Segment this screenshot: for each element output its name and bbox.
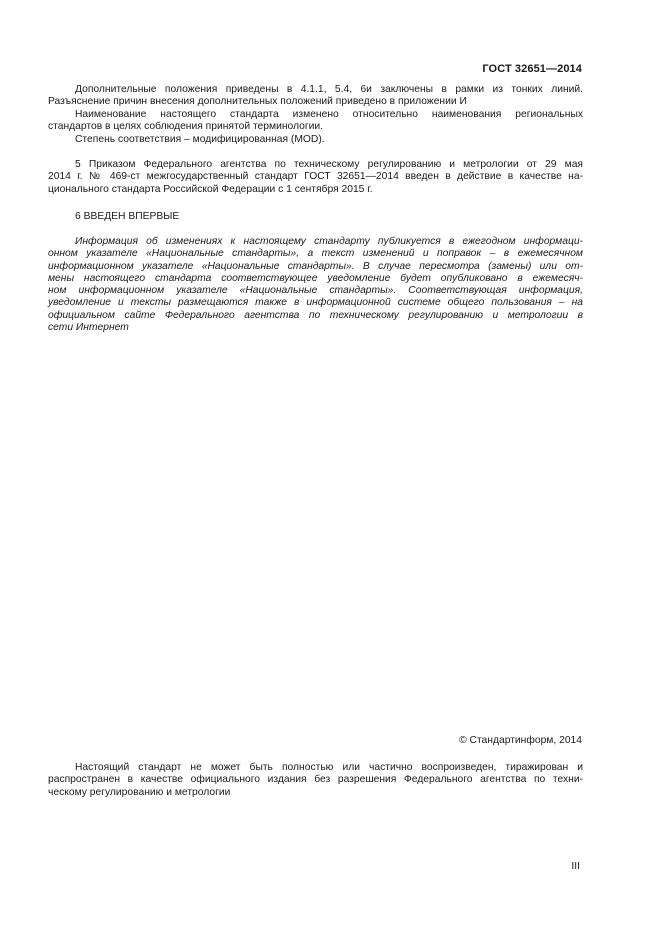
- standard-code-header: ГОСТ 32651—2014: [482, 63, 582, 75]
- text-line: 5 Приказом Федерального агентства по техническому регулированию и метрологии от 29 мая: [75, 159, 583, 170]
- text-line: распространен в качестве официального издания без разрешения Федерального агентства по техни-: [48, 774, 583, 786]
- copyright-notice: © Стандартинформ, 2014: [459, 735, 582, 746]
- text-line: 6 ВВЕДЕН ВПЕРВЫЕ: [75, 211, 180, 222]
- item-5-paragraph: [48, 159, 583, 196]
- text-line: Дополнительные положения приведены в 4.1.1, 5.4, 6и заключены в рамки из тонких линий.: [75, 84, 583, 95]
- text-line: сети Интернет: [48, 322, 129, 334]
- conformity-degree-paragraph: [75, 134, 583, 146]
- naming-note-paragraph: [48, 109, 583, 134]
- info-notice-paragraph: [48, 236, 583, 334]
- text-line: Наименование настоящего стандарта изменено относительно наименования региональных: [75, 109, 583, 120]
- text-line: онном указателе «Национальные стандарты», а текст изменений и поправок – в ежемесячном: [48, 248, 583, 260]
- text-line: мены настоящего стандарта соответствующее уведомление будет опубликовано в ежемесяч-: [48, 272, 583, 284]
- text-line: информационном указателе «Национальные стандарты». В случае пересмотра (замены) или от-: [48, 260, 583, 272]
- page-number: III: [571, 861, 580, 872]
- reproduction-notice-paragraph: [48, 762, 583, 799]
- text-line: Настоящий стандарт не может быть полностью или частично воспроизведен, тиражирован и: [75, 762, 583, 773]
- item-6-heading: [75, 211, 583, 223]
- text-line: Информация об изменениях к настоящему стандарту публикуется в ежегодном информаци-: [75, 236, 583, 247]
- text-line: ном информационном указателе «Национальные стандарты». Соответствующая информация,: [48, 285, 583, 297]
- text-line: Степень соответствия – модифицированная (MOD).: [75, 134, 325, 145]
- text-line: ционального стандарта Российской Федерации с 1 сентября 2015 г.: [48, 183, 373, 195]
- text-line: уведомление и тексты размещаются также в информационной системе общего пользования – на: [48, 297, 583, 309]
- text-line: ческому регулированию и метрологии: [48, 786, 231, 798]
- text-line: Разъяснение причин внесения дополнительных положений приведено в приложении И: [48, 96, 467, 108]
- text-line: стандартов в целях соблюдения принятой терминологии.: [48, 121, 323, 133]
- additional-provisions-paragraph: [48, 84, 583, 109]
- text-line: 2014 г. № 469-ст межгосударственный стандарт ГОСТ 32651—2014 введен в действие в качестве на-: [48, 171, 583, 183]
- text-line: официальном сайте Федерального агентства по техническому регулированию и метрологии в: [48, 309, 583, 321]
